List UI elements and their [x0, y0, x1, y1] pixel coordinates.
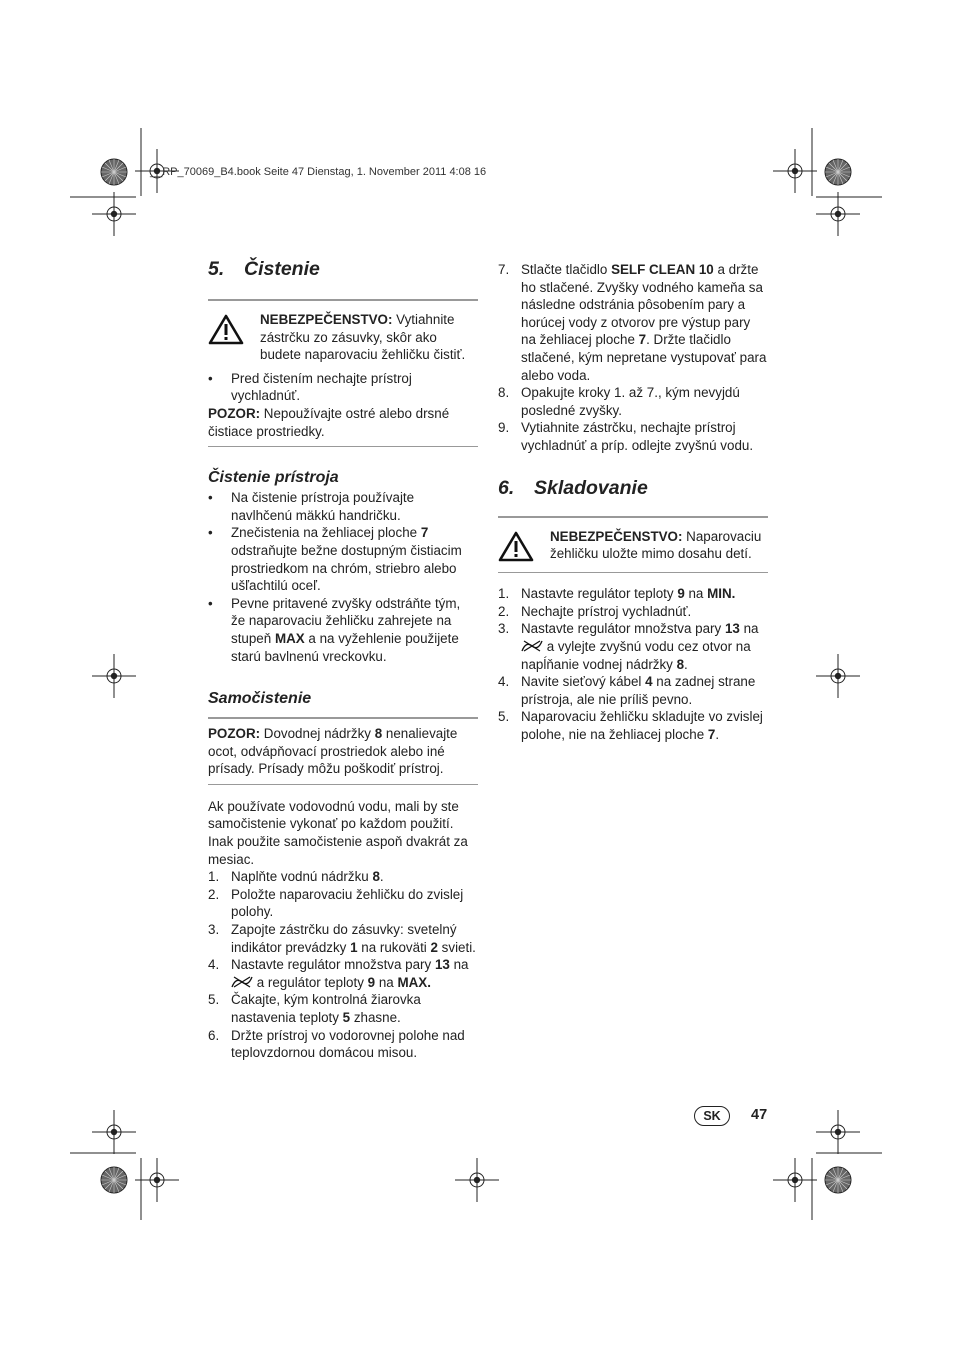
- step-item: 2. Položte naparovaciu žehličku do zvislej polohy.: [208, 886, 464, 920]
- page-number: 47: [751, 1107, 768, 1123]
- intro-paragraph: Ak používate vodovodnú vodu, mali by ste samočistenie vykonať po každom použití. Inak použite samočistenie aspoň dvakrát za mesiac.: [208, 798, 468, 867]
- step-item: 4. Navite sieťový kábel 4 na zadnej strane prístroja, ale nie príliš pevno.: [498, 674, 756, 707]
- step-item: 6. Držte prístroj vo vodorovnej polohe nad teplovzdornou domácou misou.: [208, 1027, 465, 1061]
- caution-note: POZOR: Nepoužívajte ostré alebo drsné čistiace prostriedky.: [208, 405, 450, 439]
- step-item: 8. Opakujte kroky 1. až 7., kým nevyjdú posledné zvyšky.: [498, 385, 740, 418]
- left-column: [208, 256, 478, 1062]
- subsection-heading-device-cleaning: Čistenie prístroja: [208, 469, 339, 487]
- subsection-heading-self-cleaning: Samočistenie: [208, 690, 312, 708]
- step-item: 5. Naparovaciu žehličku skladujte vo zvislej polohe, nie na žehliacej ploche 7.: [498, 709, 763, 742]
- step-item: 2. Nechajte prístroj vychladnúť.: [498, 603, 692, 619]
- step-item: 9. Vytiahnite zástrčku, nechajte prístroj vychladnúť a príp. odlejte zvyšnú vodu.: [498, 420, 754, 453]
- steam-off-icon: [231, 976, 253, 988]
- language-badge: SK: [694, 1106, 730, 1126]
- list-item: • Pred čistením nechajte prístroj vychladnúť.: [208, 370, 412, 404]
- step-item: 1. Naplňte vodnú nádržku 8.: [208, 869, 384, 885]
- step-item: 3. Zapojte zástrčku do zásuvky: svetelný indikátor prevádzky 1 na rukoväti 2 svieti.: [208, 922, 476, 955]
- warning-triangle-icon: [498, 531, 534, 562]
- section-6-heading: 6. Skladovanie: [498, 476, 648, 499]
- list-item: • Na čistenie prístroja používajte navlhčenú mäkkú handričku.: [208, 490, 415, 523]
- caution-note: POZOR: Dovodnej nádržky 8 nenalievajte ocot, odvápňovací prostriedok alebo iné prísady. Prísady môžu poškodiť prístroj.: [208, 726, 458, 777]
- danger-notice: NEBEZPEČENSTVO: Vytiahnite zástrčku zo zásuvky, skôr ako budete naparovaciu žehličku čistiť.: [208, 301, 478, 370]
- step-item: 5. Čakajte, kým kontrolná žiarovka nastavenia teploty 5 zhasne.: [208, 992, 421, 1025]
- section-5-heading: 5. Čistenie: [208, 258, 320, 280]
- warning-triangle-icon: [208, 314, 244, 345]
- step-item: 3. Nastavte regulátor množstva pary 13 na a vylejte zvyšnú vodu cez otvor na napĺňanie vodnej nádržky 8.: [498, 621, 759, 672]
- list-item: • Pevne pritavené zvyšky odstráňte tým, že naparovaciu žehličku zahrejete na stupeň MAX a na vyžehlenie použijete starú bavlnenú vreckovku.: [208, 595, 461, 664]
- danger-notice: NEBEZPEČENSTVO: Naparovaciu žehličku uložte mimo dosahu detí.: [498, 518, 768, 573]
- step-item: 1. Nastavte regulátor teploty 9 na MIN.: [498, 586, 736, 602]
- steam-off-icon: [521, 640, 543, 652]
- right-column: [498, 261, 768, 743]
- step-item: 7. Stlačte tlačidlo SELF CLEAN 10 a držte ho stlačené. Zvyšky vodného kameňa sa následne odstránia pôsobením pary a horúcej vody z otvorov pre výstup pary na žehliacej ploche 7. Držte tlačidlo stlačené, kým nepretane vystupovať para alebo voda.: [498, 262, 767, 383]
- step-item: 4. Nastavte regulátor množstva pary 13 na a regulátor teploty 9 na MAX.: [208, 957, 469, 990]
- list-item: • Znečistenia na žehliacej ploche 7 odstraňujte bežne dostupným čistiacim prostriedkom na chróm, striebro alebo ušľachtilú oceľ.: [208, 525, 462, 594]
- print-header: __RP_70069_B4.book Seite 47 Dienstag, 1. November 2011 4:08 16: [150, 166, 487, 178]
